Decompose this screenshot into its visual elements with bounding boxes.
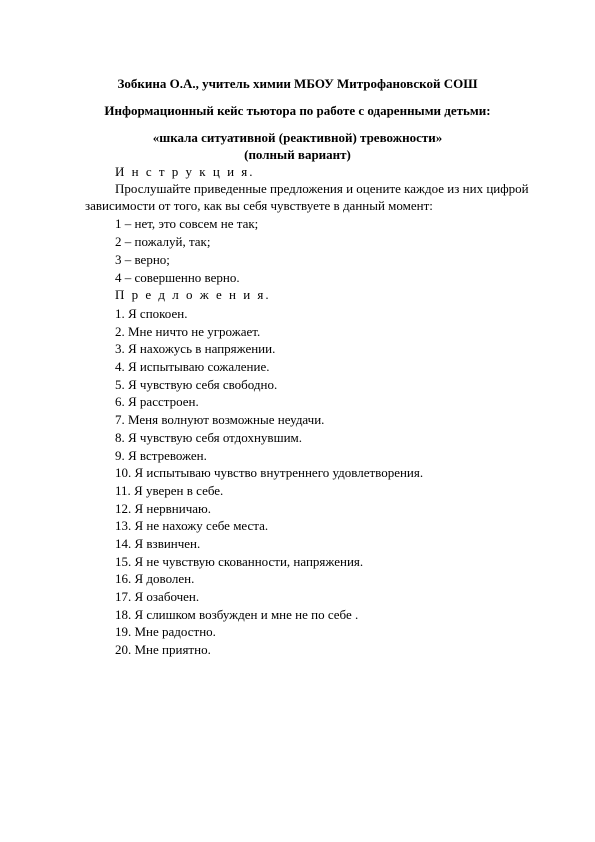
scale-variant: (полный вариант)	[244, 147, 351, 162]
scale-option-3: 3 – верно;	[115, 252, 170, 267]
list-item: 19. Мне радостно.	[115, 624, 216, 640]
scale-option-2: 2 – пожалуй, так;	[115, 234, 211, 249]
list-item: 18. Я слишком возбужден и мне не по себе .	[115, 606, 359, 622]
list-item: 4. Я испытываю сожаление.	[115, 359, 270, 375]
scale-option-4: 4 – совершенно верно.	[115, 270, 240, 285]
list-item: 2. Мне ничто не угрожает.	[115, 323, 261, 339]
list-item: 15. Я не чувствую скованности, напряжения.	[115, 553, 364, 569]
list-item: 5. Я чувствую себя свободно.	[115, 376, 278, 392]
author-line: Зобкина О.А., учитель химии МБОУ Митрофановской СОШ	[117, 76, 478, 91]
list-item: 10. Я испытываю чувство внутреннего удовлетворения.	[115, 465, 424, 481]
instruction-text-line2: зависимости от того, как вы себя чувствуете в данный момент:	[85, 198, 433, 213]
list-item: 3. Я нахожусь в напряжении.	[115, 341, 276, 357]
list-item: 13. Я не нахожу себе места.	[115, 518, 269, 534]
instruction-text-line1: Прослушайте приведенные предложения и оцените каждое из них цифрой	[115, 181, 529, 196]
scale-title: «шкала ситуативной (реактивной) тревожности»	[152, 130, 443, 145]
document-title: Информационный кейс тьютора по работе с одаренными детьми:	[104, 103, 491, 118]
statements-list	[115, 305, 423, 659]
list-item: 16. Я доволен.	[115, 571, 195, 587]
list-item: 11. Я уверен в себе.	[115, 482, 224, 498]
list-item: 7. Меня волнуют возможные неудачи.	[115, 412, 325, 428]
list-item: 14. Я взвинчен.	[115, 535, 201, 551]
scale-option-1: 1 – нет, это совсем не так;	[115, 216, 259, 231]
list-item: 9. Я встревожен.	[115, 447, 207, 463]
instruction-heading: И н с т р у к ц и я.	[115, 164, 255, 179]
list-item: 17. Я озабочен.	[115, 589, 200, 604]
statements-heading: П р е д л о ж е н и я.	[115, 287, 271, 302]
list-item: 20. Мне приятно.	[115, 642, 211, 658]
list-item: 12. Я нервничаю.	[115, 500, 211, 516]
list-item: 1. Я спокоен.	[115, 306, 188, 321]
list-item: 8. Я чувствую себя отдохнувшим.	[115, 429, 303, 445]
list-item: 6. Я расстроен.	[115, 394, 199, 410]
